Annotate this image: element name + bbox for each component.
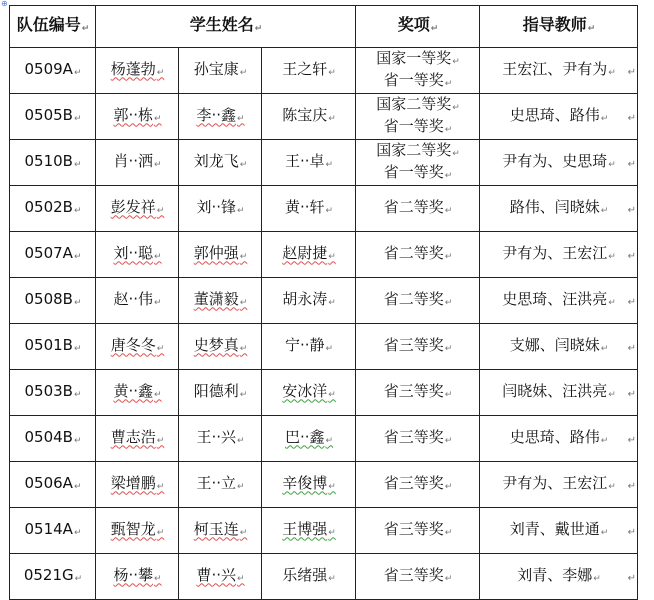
cell-award[interactable] bbox=[356, 186, 480, 232]
cell-student-name[interactable]: 杨··攀 ↵ bbox=[96, 554, 179, 600]
cell-award[interactable] bbox=[356, 94, 480, 140]
row-end-mark-icon: ↵ bbox=[627, 343, 636, 354]
award-line: 省三等奖 ↵ bbox=[356, 336, 479, 358]
award-line: 省三等奖 ↵ bbox=[356, 382, 479, 404]
row-end-mark-icon: ↵ bbox=[627, 573, 636, 584]
cell-advisor[interactable]: 尹有为、王宏江 ↵ ↵ bbox=[480, 232, 638, 278]
table-row bbox=[10, 554, 638, 600]
header-team-no[interactable]: 队伍编号 ↵ bbox=[10, 6, 96, 48]
cell-student-name[interactable]: 王··卓 ↵ bbox=[262, 140, 356, 186]
cell-team-no[interactable]: 0502B ↵ bbox=[10, 186, 96, 232]
award-line: 国家一等奖 ↵ bbox=[356, 49, 479, 71]
table-row bbox=[10, 416, 638, 462]
cell-award[interactable] bbox=[356, 278, 480, 324]
cell-advisor[interactable]: 史思琦、路伟 ↵ ↵ bbox=[480, 94, 638, 140]
row-end-mark-icon: ↵ bbox=[627, 527, 636, 538]
cell-advisor[interactable]: 史思琦、路伟 ↵ ↵ bbox=[480, 416, 638, 462]
award-line: 省三等奖 ↵ bbox=[356, 566, 479, 588]
cell-student-name[interactable]: 宁··静 ↵ bbox=[262, 324, 356, 370]
table-row bbox=[10, 232, 638, 278]
cell-student-name[interactable]: 安冰洋 ↵ bbox=[262, 370, 356, 416]
cell-award[interactable] bbox=[356, 232, 480, 278]
cell-student-name[interactable]: 郭··栋 ↵ bbox=[96, 94, 179, 140]
cell-student-name[interactable]: 孙宝康 ↵ bbox=[179, 48, 262, 94]
cell-student-name[interactable]: 阳德利 ↵ bbox=[179, 370, 262, 416]
table-row bbox=[10, 140, 638, 186]
cell-student-name[interactable]: 乐绪强 ↵ bbox=[262, 554, 356, 600]
cell-award[interactable] bbox=[356, 508, 480, 554]
cell-team-no[interactable]: 0508B ↵ bbox=[10, 278, 96, 324]
cell-award[interactable] bbox=[356, 140, 480, 186]
cell-student-name[interactable]: 梁增鹏 ↵ bbox=[96, 462, 179, 508]
table-row bbox=[10, 462, 638, 508]
cell-student-name[interactable]: 陈宝庆 ↵ bbox=[262, 94, 356, 140]
cell-team-no[interactable]: 0510B ↵ bbox=[10, 140, 96, 186]
cell-student-name[interactable]: 胡永涛 ↵ bbox=[262, 278, 356, 324]
cell-team-no[interactable]: 0521G ↵ bbox=[10, 554, 96, 600]
cell-student-name[interactable]: 刘··聪 ↵ bbox=[96, 232, 179, 278]
row-end-mark-icon: ↵ bbox=[627, 113, 636, 124]
cell-student-name[interactable]: 曹志浩 ↵ bbox=[96, 416, 179, 462]
award-line: 省三等奖 ↵ bbox=[356, 520, 479, 542]
cell-team-no[interactable]: 0509A ↵ bbox=[10, 48, 96, 94]
row-end-mark-icon: ↵ bbox=[627, 205, 636, 216]
cell-advisor[interactable]: 刘青、戴世通 ↵ ↵ bbox=[480, 508, 638, 554]
award-line: 省三等奖 ↵ bbox=[356, 428, 479, 450]
cell-team-no[interactable]: 0506A ↵ bbox=[10, 462, 96, 508]
cell-student-name[interactable]: 赵尉捷 ↵ bbox=[262, 232, 356, 278]
cell-student-name[interactable]: 史梦真 ↵ bbox=[179, 324, 262, 370]
cell-advisor[interactable]: 尹有为、王宏江 ↵ ↵ bbox=[480, 462, 638, 508]
award-line: 省二等奖 ↵ bbox=[356, 290, 479, 312]
header-students[interactable]: 学生姓名 ↵ bbox=[96, 6, 356, 48]
cell-student-name[interactable]: 巴··鑫 ↵ bbox=[262, 416, 356, 462]
cell-advisor[interactable]: 尹有为、史思琦 ↵ ↵ bbox=[480, 140, 638, 186]
cell-advisor[interactable]: 路伟、闫晓妹 ↵ ↵ bbox=[480, 186, 638, 232]
award-line: 国家二等奖 ↵ bbox=[356, 95, 479, 117]
cell-team-no[interactable]: 0503B ↵ bbox=[10, 370, 96, 416]
cell-advisor[interactable]: 史思琦、汪洪亮 ↵ ↵ bbox=[480, 278, 638, 324]
cell-advisor[interactable]: 闫晓妹、汪洪亮 ↵ ↵ bbox=[480, 370, 638, 416]
cell-student-name[interactable]: 刘··锋 ↵ bbox=[179, 186, 262, 232]
table-row bbox=[10, 324, 638, 370]
cell-student-name[interactable]: 杨蓬勃 ↵ bbox=[96, 48, 179, 94]
cell-student-name[interactable]: 唐冬冬 ↵ bbox=[96, 324, 179, 370]
table-move-handle-icon[interactable]: ⊕ bbox=[1, 0, 8, 8]
cell-student-name[interactable]: 黄··鑫 ↵ bbox=[96, 370, 179, 416]
cell-award[interactable] bbox=[356, 324, 480, 370]
cell-student-name[interactable]: 王博强 ↵ bbox=[262, 508, 356, 554]
cell-advisor[interactable]: 刘青、李娜 ↵ ↵ bbox=[480, 554, 638, 600]
row-end-mark-icon: ↵ bbox=[627, 297, 636, 308]
cell-student-name[interactable]: 辛俊博 ↵ bbox=[262, 462, 356, 508]
cell-student-name[interactable]: 曹··兴 ↵ bbox=[179, 554, 262, 600]
cell-student-name[interactable]: 郭仲强 ↵ bbox=[179, 232, 262, 278]
table-row bbox=[10, 186, 638, 232]
row-end-mark-icon: ↵ bbox=[627, 389, 636, 400]
cell-team-no[interactable]: 0504B ↵ bbox=[10, 416, 96, 462]
table-row bbox=[10, 278, 638, 324]
row-end-mark-icon: ↵ bbox=[627, 67, 636, 78]
cell-team-no[interactable]: 0514A ↵ bbox=[10, 508, 96, 554]
cell-award[interactable] bbox=[356, 48, 480, 94]
table-row bbox=[10, 94, 638, 140]
award-line: 国家二等奖 ↵ bbox=[356, 141, 479, 163]
award-line: 省二等奖 ↵ bbox=[356, 198, 479, 220]
cell-student-name[interactable]: 刘龙飞 ↵ bbox=[179, 140, 262, 186]
award-line: 省二等奖 ↵ bbox=[356, 244, 479, 266]
cell-student-name[interactable]: 李··鑫 ↵ bbox=[179, 94, 262, 140]
cell-student-name[interactable]: 黄··轩 ↵ bbox=[262, 186, 356, 232]
row-end-mark-icon: ↵ bbox=[627, 251, 636, 262]
cell-student-name[interactable]: 甄智龙 ↵ bbox=[96, 508, 179, 554]
cell-team-no[interactable]: 0507A ↵ bbox=[10, 232, 96, 278]
cell-team-no[interactable]: 0501B ↵ bbox=[10, 324, 96, 370]
cell-advisor[interactable]: 支娜、闫晓妹 ↵ ↵ bbox=[480, 324, 638, 370]
award-line: 省三等奖 ↵ bbox=[356, 474, 479, 496]
table-row bbox=[10, 370, 638, 416]
cell-student-name[interactable]: 王··立 ↵ bbox=[179, 462, 262, 508]
row-end-mark-icon: ↵ bbox=[627, 159, 636, 170]
table-header-row bbox=[10, 6, 638, 48]
cell-team-no[interactable]: 0505B ↵ bbox=[10, 94, 96, 140]
cell-award[interactable] bbox=[356, 554, 480, 600]
cell-student-name[interactable]: 王··兴 ↵ bbox=[179, 416, 262, 462]
table-row bbox=[10, 48, 638, 94]
award-line: 省一等奖 ↵ bbox=[356, 71, 479, 93]
cell-award[interactable] bbox=[356, 416, 480, 462]
cell-student-name[interactable]: 王之轩 ↵ bbox=[262, 48, 356, 94]
award-line: 省一等奖 ↵ bbox=[356, 163, 479, 185]
award-line: 省一等奖 ↵ bbox=[356, 117, 479, 139]
cell-student-name[interactable]: 赵··伟 ↵ bbox=[96, 278, 179, 324]
cell-student-name[interactable]: 彭发祥 ↵ bbox=[96, 186, 179, 232]
cell-student-name[interactable]: 董潇毅 ↵ bbox=[179, 278, 262, 324]
cell-student-name[interactable]: 柯玉连 ↵ bbox=[179, 508, 262, 554]
cell-award[interactable] bbox=[356, 370, 480, 416]
cell-advisor[interactable]: 王宏江、尹有为 ↵ ↵ bbox=[480, 48, 638, 94]
cell-award[interactable] bbox=[356, 462, 480, 508]
cell-student-name[interactable]: 肖··洒 ↵ bbox=[96, 140, 179, 186]
row-end-mark-icon: ↵ bbox=[627, 435, 636, 446]
awards-table bbox=[9, 5, 638, 600]
header-advisor[interactable]: 指导教师 ↵ bbox=[480, 6, 638, 48]
header-award[interactable]: 奖项 ↵ bbox=[356, 6, 480, 48]
row-end-mark-icon: ↵ bbox=[627, 481, 636, 492]
table-row bbox=[10, 508, 638, 554]
